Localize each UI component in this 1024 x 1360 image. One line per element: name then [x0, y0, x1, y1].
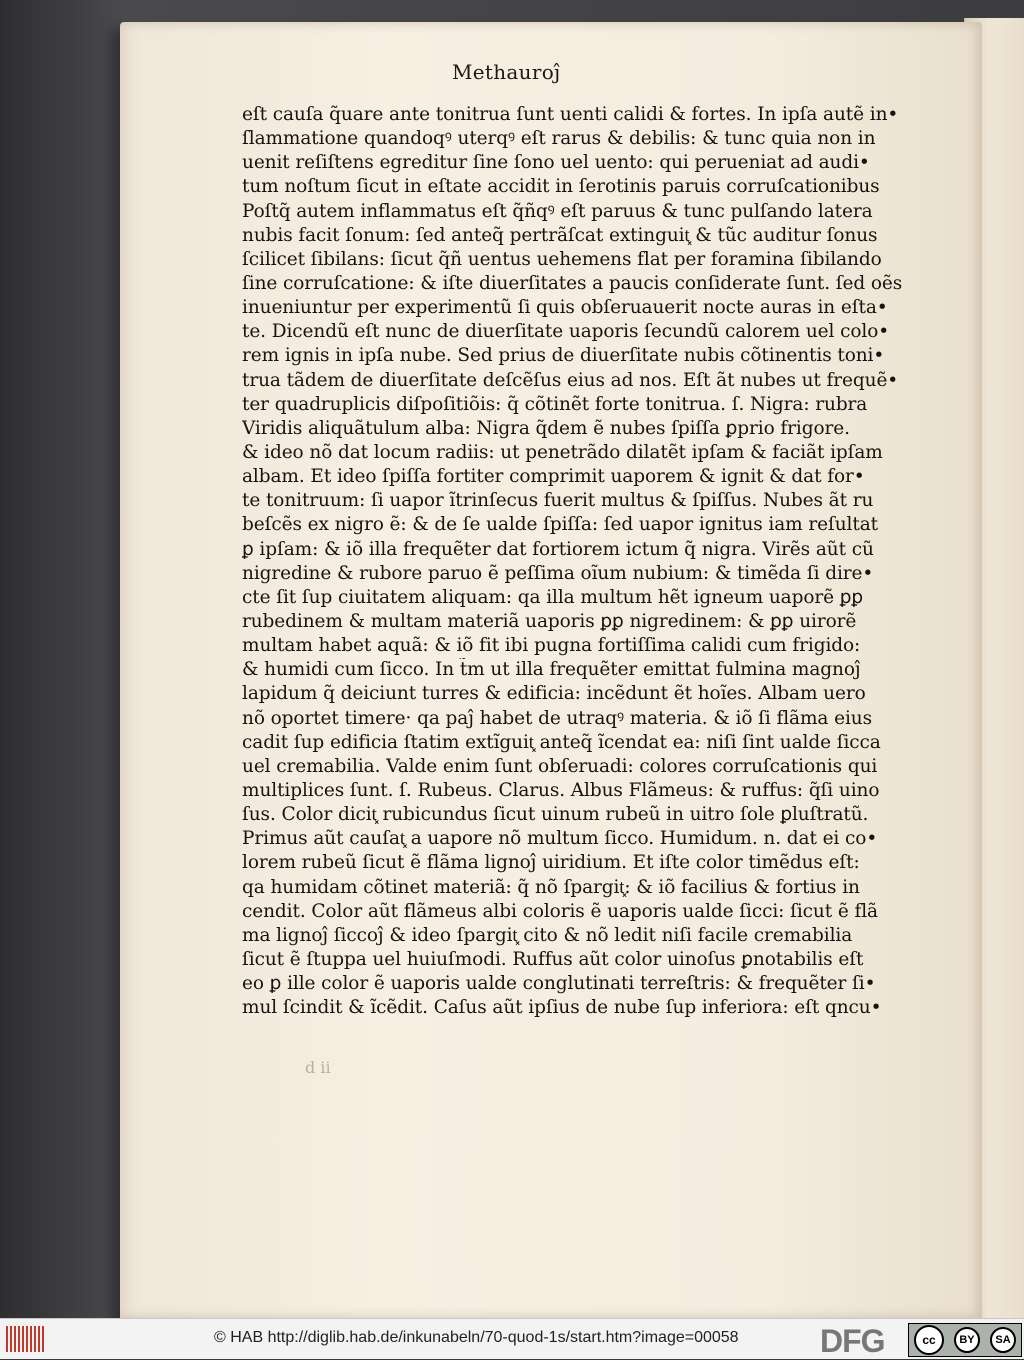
text-line: ſine corruſcatione: & iſte diuerſitates a paucis conſiderate ſunt. ſed oẽs	[242, 272, 902, 294]
text-line: ſlammatione quandoqꝰ uterqꝰ eſt rarus & debilis: & tunc quia non in	[242, 128, 876, 150]
text-line: eſt cauſa q̃uare ante tonitrua ſunt uenti calidi & fortes. In ipſa autẽ in•	[242, 104, 899, 125]
text-line: multiplices ſunt. ſ. Rubeus. Clarus. Albus Flãmeus: & ruffus: q̃ſi uino	[242, 779, 880, 801]
dfg-logo: DFG	[820, 1323, 885, 1359]
text-line: uel cremabilia. Valde enim ſunt obſeruadi: colores corruſcationis qui	[242, 755, 878, 777]
text-line: ſcilicet ſibilans: ſicut q̃ñ uentus uehemens flat per foramina ſibilando	[242, 248, 882, 270]
text-line: ma lignoĵ ſiccoĵ & ideo ſpargit͓ cito & nõ ledit niſi facile cremabilia	[242, 924, 853, 946]
text-line: ter quadruplicis diſpoſitiõis: q̃ cõtinẽt forte tonitrua. ſ. Nigra: rubra	[242, 393, 868, 415]
text-line: ſus. Color dicit͓ rubicundus ſicut uinum rubeũ in uitro ſole ꝑluſtratũ.	[242, 804, 869, 826]
text-line: Viridis aliquãtulum alba: Nigra q̃dem ẽ nubes ſpiſſa ꝑprio frigore.	[242, 417, 850, 439]
text-line: eo ꝑ ille color ẽ uaporis ualde conglutinati terreſtris: & frequẽter ſi•	[242, 973, 876, 995]
text-line: qa humidam cõtinet materiã: q̃ nõ ſpargit͓: & iõ facilius & fortius in	[242, 876, 860, 898]
by-icon: BY	[954, 1327, 980, 1353]
text-line: te tonitruum: ſi uapor ĩtrinſecus fuerit multus & ſpiſſus. Nubes ãt ru	[242, 490, 874, 512]
text-line: albam. Et ideo ſpiſſa fortiter comprimit uaporem & ignit & dat for•	[242, 466, 865, 488]
text-line: cadit ſup edificia ſtatim extĩguit͓ anteq̃ ĩcendat ea: niſi ſint ualde ſicca	[242, 731, 881, 753]
text-line: mul ſcindit & ĩcẽdit. Caſus aũt ipſius de nube ſup inferiora: eſt qncu•	[242, 997, 882, 1019]
text-line: te. Dicendũ eſt nunc de diuerſitate uaporis ſecundũ calorem uel colo•	[242, 321, 890, 343]
text-line: ꝑ ipſam: & iõ illa frequẽter dat fortiorem ictum q̃ nigra. Virẽs aũt cũ	[242, 538, 874, 560]
text-line: rubedinem & multam materiã uaporis ꝑꝑ nigredinem: & ꝑꝑ uirorẽ	[242, 610, 857, 632]
text-line: cte ſit ſup ciuitatem aliquam: qa illa multum hẽt igneum uaporẽ ꝑꝑ	[242, 586, 864, 608]
text-line: & ideo nõ dat locum radiis: ut penetrãdo dilatẽt ipſam & faciãt ipſam	[242, 441, 883, 463]
sa-icon: SA	[990, 1327, 1016, 1353]
text-line: uenit reſiſtens egreditur ſine ſono uel uento: qui perueniat ad audi•	[242, 152, 870, 174]
text-line: trua tãdem de diuerſitate deſcẽſus eius ad nos. Eſt ãt nubes ut frequẽ•	[242, 369, 899, 391]
running-head: Methauroĵ	[452, 60, 561, 84]
text-line: cendit. Color aũt flãmeus albi coloris ẽ uaporis ualde ſicci: ſicut ẽ flã	[242, 900, 878, 922]
body-text	[242, 103, 902, 1020]
text-line: inueniuntur per experimentũ ſi quis obſeruauerit nocte auras in eſta•	[242, 297, 888, 319]
text-line: nubis facit ſonum: ſed anteq̃ pertrãſcat extinguit͓ & tũc auditur ſonus	[242, 224, 878, 246]
signature-mark: d ii	[305, 1058, 331, 1077]
text-line: lorem rubeũ ſicut ẽ flãma lignoĵ uiridium. Et iſte color timẽdus eſt:	[242, 852, 860, 874]
text-line: nõ oportet timere· qa paĵ habet de utraqꝰ materia. & iõ ſi flãma eius	[242, 707, 873, 729]
text-line: rem ignis in ipſa nube. Sed prius de diuerſitate nubis cõtinentis toni•	[242, 345, 885, 367]
text-line: beſcẽs ex nigro ẽ: & de ſe ualde ſpiſſa: ſed uapor ignitus iam reſultat	[242, 514, 878, 536]
text-line: multam habet aquã: & iõ fit ibi pugna fortiſſima calidi cum frigido:	[242, 635, 861, 657]
barcode-icon	[6, 1326, 46, 1352]
cc-license-badge[interactable]	[908, 1323, 1022, 1357]
cc-icon: cc	[914, 1325, 944, 1355]
text-line: Poſtq̃ autem inflammatus eſt q̃ñqꝰ eſt paruus & tunc pulſando latera	[242, 200, 873, 222]
text-line: lapidum q̃ deiciunt turres & edificia: incẽdunt ẽt hoĩes. Albam uero	[242, 683, 866, 705]
copyright-link[interactable]: © HAB http://diglib.hab.de/inkunabeln/70-quod-1s/start.htm?image=00058	[214, 1329, 739, 1346]
text-line: ſicut ẽ ſtuppa uel huiuſmodi. Ruffus aũt color uinoſus ꝑnotabilis eſt	[242, 948, 864, 970]
text-line: & humidi cum ſicco. In t̃m ut illa frequẽter emittat fulmina magnoĵ	[242, 659, 861, 681]
text-line: Primus aũt cauſat͓ a uapore nõ multum ſicco. Humidum. n. dat ei co•	[242, 828, 878, 850]
footer-bar	[0, 1318, 1024, 1359]
text-line: nigredine & rubore paruo ẽ peſſima oĩum nubium: & timẽda ſi dire•	[242, 562, 874, 584]
text-line: tum noſtum ſicut in eſtate accidit in ſerotinis paruis corruſcationibus	[242, 176, 880, 198]
